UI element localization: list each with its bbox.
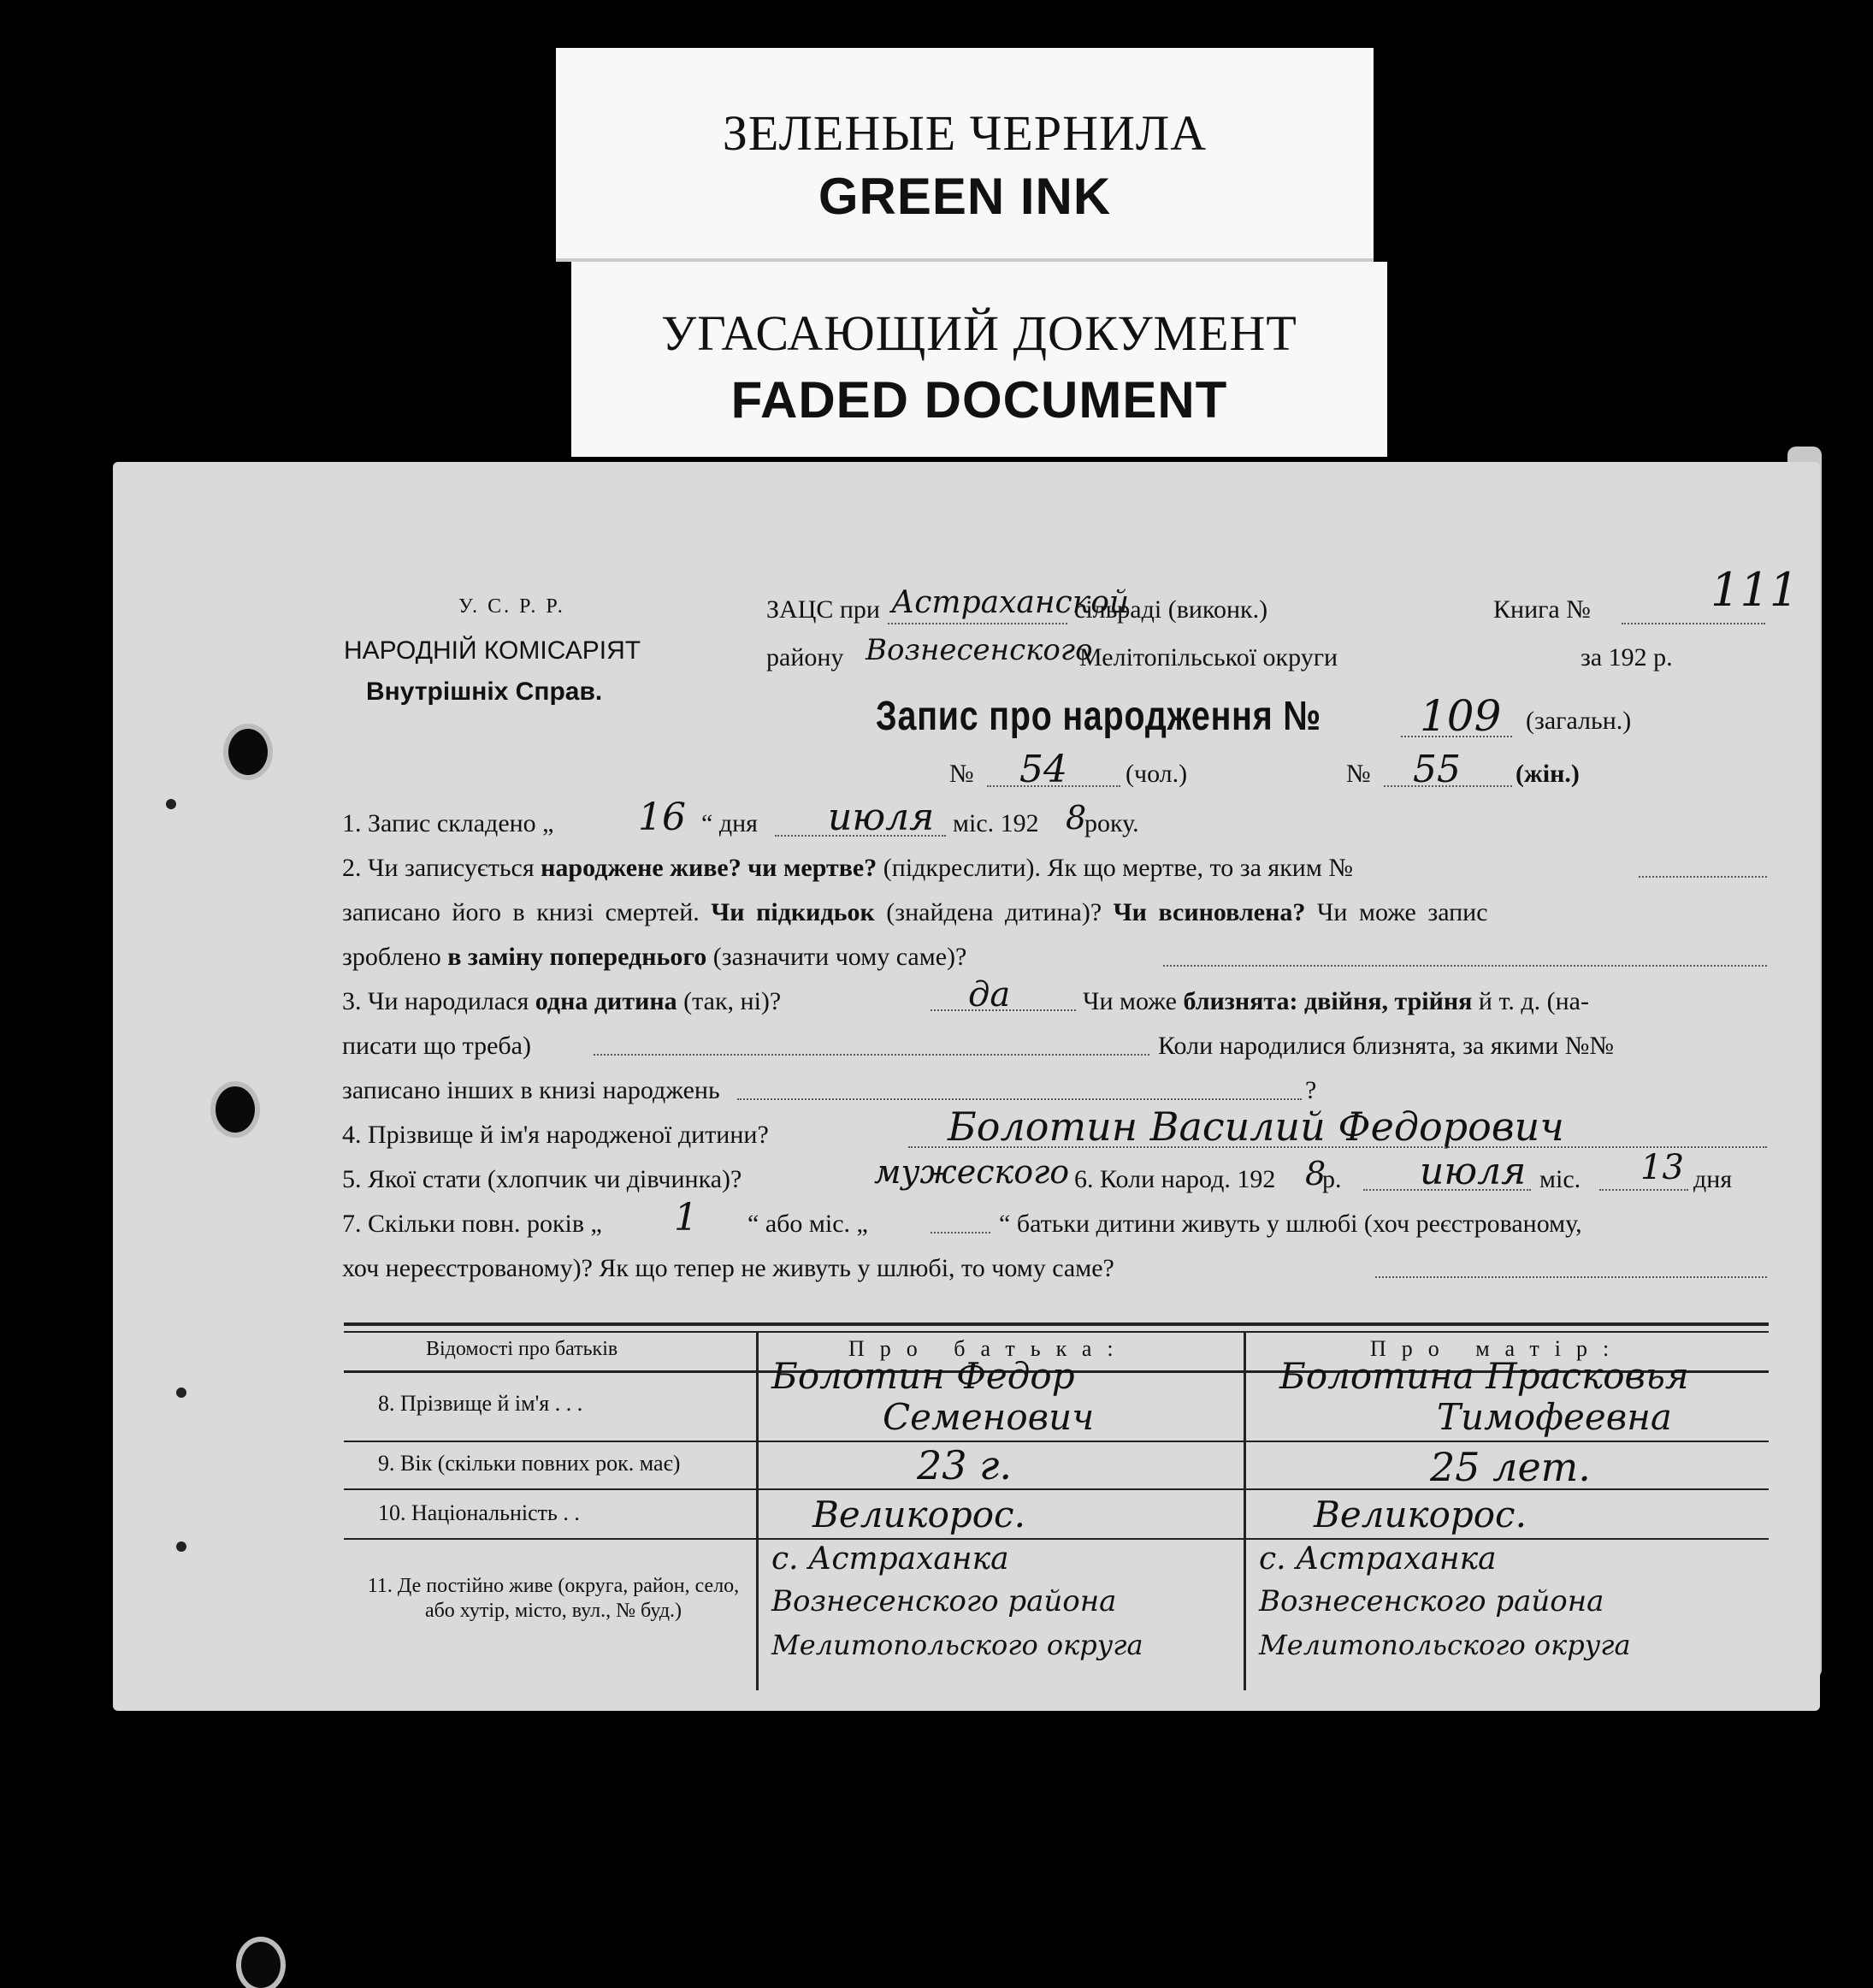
- female-label: (жін.): [1516, 760, 1580, 788]
- ink-dot: [176, 1387, 186, 1398]
- male-label: (чол.): [1126, 760, 1188, 788]
- fill-line: [888, 623, 1067, 624]
- q3-line1b: Чи може близнята: двійня, трійня й т. д. (на-: [1083, 987, 1589, 1015]
- male-number: 54: [1019, 748, 1067, 791]
- zags-suffix: сільраді (виконк.): [1074, 595, 1268, 624]
- fill-line: [775, 835, 946, 837]
- q1-text-4: року.: [1084, 809, 1139, 837]
- q7-text-1: 7. Скільки повн. років „: [342, 1210, 602, 1238]
- row8-mother-2: Тимофеевна: [1437, 1396, 1672, 1438]
- commissariat-title: НАРОДНІЙ КОМІСАРІЯТ: [344, 636, 641, 665]
- row10-label: 10. Національність . .: [378, 1500, 580, 1525]
- fill-line: [1375, 1276, 1767, 1278]
- row8-father-2: Семенович: [883, 1396, 1095, 1438]
- q3-line3a: записано інших в книзі народжень: [342, 1076, 720, 1104]
- ink-dot: [166, 799, 176, 809]
- q6-day: 13: [1640, 1148, 1684, 1187]
- row9-father: 23 г.: [917, 1442, 1013, 1488]
- row8-label: 8. Прізвище й ім'я . . .: [378, 1391, 583, 1416]
- row11-label: 11. Де постійно живе (округа, район, село, або хутір, місто, вул., № буд.): [367, 1575, 740, 1622]
- table-row-rule: [344, 1538, 1769, 1540]
- q7-text-3: “ батьки дитини живуть у шлюбі (хоч реєстрованому,: [999, 1210, 1582, 1238]
- row9-mother: 25 лет.: [1430, 1444, 1591, 1490]
- q3-line2b: Коли народилися близнята, за якими №№: [1158, 1032, 1615, 1060]
- row11-mother-1: с. Астраханка: [1259, 1541, 1497, 1577]
- zags-prefix: ЗАЦС при: [766, 595, 880, 624]
- fill-line: [594, 1054, 1149, 1056]
- table-col-rule: [1244, 1331, 1246, 1690]
- q1-day: 16: [638, 796, 686, 839]
- q4-label: 4. Прізвище й ім'я народженої дитини?: [342, 1121, 769, 1149]
- fill-line: [908, 1146, 1767, 1148]
- q6-r: р.: [1322, 1165, 1342, 1193]
- general-label: (загальн.): [1526, 707, 1632, 735]
- row11-father-2: Вознесенского района: [771, 1584, 1117, 1618]
- faded-en: FADED DOCUMENT: [730, 371, 1228, 429]
- zags-village: Астраханской: [891, 585, 1130, 620]
- th-parents: Відомості про батьків: [426, 1338, 618, 1360]
- row9-label: 9. Вік (скільки повних рок. має): [378, 1451, 681, 1476]
- row8-mother-1: Болотина Прасковья: [1279, 1355, 1689, 1397]
- faded-document-label: [571, 262, 1387, 457]
- q1-text-2: “ дня: [701, 809, 758, 837]
- fill-line: [987, 785, 1120, 787]
- punch-hole: [216, 1086, 255, 1133]
- row11-mother-2: Вознесенского района: [1259, 1584, 1604, 1618]
- q3-line3b: ?: [1305, 1076, 1317, 1104]
- table-top-rule: [344, 1322, 1769, 1326]
- book-label: Книга №: [1493, 595, 1591, 624]
- fill-line: [1639, 876, 1767, 878]
- q5-answer: мужеского: [874, 1153, 1070, 1191]
- fill-line: [931, 1009, 1076, 1011]
- fill-line: [1599, 1189, 1688, 1191]
- q5-label: 5. Якої стати (хлопчик чи дівчинка)?: [342, 1165, 742, 1193]
- faded-ru: УГАСАЮЩИЙ ДОКУМЕНТ: [661, 305, 1297, 361]
- q7-years: 1: [674, 1196, 698, 1240]
- female-number: 55: [1413, 748, 1461, 791]
- ink-dot: [176, 1541, 186, 1552]
- q2-line1: 2. Чи записується народжене живе? чи мертве? (підкреслити). Як що мертве, то за яким №: [342, 854, 1353, 882]
- fill-line: [1163, 965, 1767, 967]
- birth-record-sheet: [113, 462, 1820, 1711]
- q6-dnya: дня: [1693, 1165, 1733, 1193]
- table-top-rule-2: [344, 1331, 1769, 1333]
- q6-label: 6. Коли народ. 192: [1074, 1165, 1276, 1193]
- male-no-label: №: [949, 760, 974, 788]
- q1-text-3: міс. 192: [953, 809, 1039, 837]
- row8-father-1: Болотин Федор: [771, 1355, 1075, 1397]
- green-ink-label: [556, 48, 1374, 258]
- q3-answer: да: [968, 975, 1011, 1015]
- th-mother: Про матір:: [1370, 1336, 1625, 1361]
- row11-father-3: Мелитопольского округа: [771, 1629, 1143, 1661]
- punch-hole: [228, 729, 268, 775]
- fill-line: [1384, 785, 1512, 787]
- fill-line: [931, 1232, 990, 1234]
- q1-month: июля: [828, 796, 935, 839]
- row11-father-1: с. Астраханка: [771, 1541, 1009, 1577]
- table-row-rule: [344, 1441, 1769, 1442]
- q3-line1a: 3. Чи народилася одна дитина (так, ні)?: [342, 987, 782, 1015]
- q6-month: июля: [1420, 1150, 1527, 1193]
- q4-answer: Болотин Василий Федорович: [948, 1103, 1564, 1150]
- fill-line: [1363, 1189, 1531, 1191]
- fill-line: [1401, 736, 1512, 737]
- raion-prefix: району: [766, 643, 844, 672]
- year-label: за 192 р.: [1581, 643, 1673, 672]
- row10-mother: Великорос.: [1314, 1494, 1527, 1535]
- green-ink-en: GREEN INK: [818, 168, 1112, 225]
- record-number: 109: [1420, 691, 1502, 741]
- row10-father: Великорос.: [812, 1494, 1025, 1535]
- fill-line: [737, 1098, 1302, 1100]
- internal-affairs: Внутрішніх Справ.: [366, 677, 603, 706]
- q6-year-digit: 8: [1305, 1155, 1326, 1192]
- q7-line2: хоч нереєстрованому)? Як що тепер не живуть у шлюбі, то чому саме?: [342, 1254, 1114, 1282]
- record-title: Запис про народження №: [876, 694, 1321, 739]
- female-no-label: №: [1346, 760, 1371, 788]
- ussr-abbr: У. С. Р. Р.: [458, 595, 565, 618]
- q1-year-digit: 8: [1066, 799, 1087, 837]
- q7-text-2: “ або міс. „: [747, 1210, 868, 1238]
- page-number: 111: [1711, 563, 1799, 617]
- th-father: Про батька:: [848, 1336, 1129, 1361]
- okrug: Мелітопільської округи: [1079, 643, 1338, 672]
- q1-text: 1. Запис складено „: [342, 809, 554, 837]
- green-ink-ru: ЗЕЛЕНЫЕ ЧЕРНИЛА: [722, 105, 1208, 161]
- q2-line3: зроблено в заміну попереднього (зазначити чому саме)?: [342, 943, 967, 971]
- punch-hole: [241, 1942, 281, 1988]
- row11-mother-3: Мелитопольского округа: [1259, 1629, 1631, 1661]
- q2-line2: записано його в книзі смертей. Чи підкидьок (знайдена дитина)? Чи всиновлена? Чи може запис: [342, 898, 1488, 926]
- fill-line: [1622, 623, 1765, 624]
- raion-name: Вознесенского: [866, 633, 1093, 667]
- table-col-rule: [756, 1331, 759, 1690]
- q6-mis: міс.: [1539, 1165, 1581, 1193]
- q3-line2a: писати що треба): [342, 1032, 531, 1060]
